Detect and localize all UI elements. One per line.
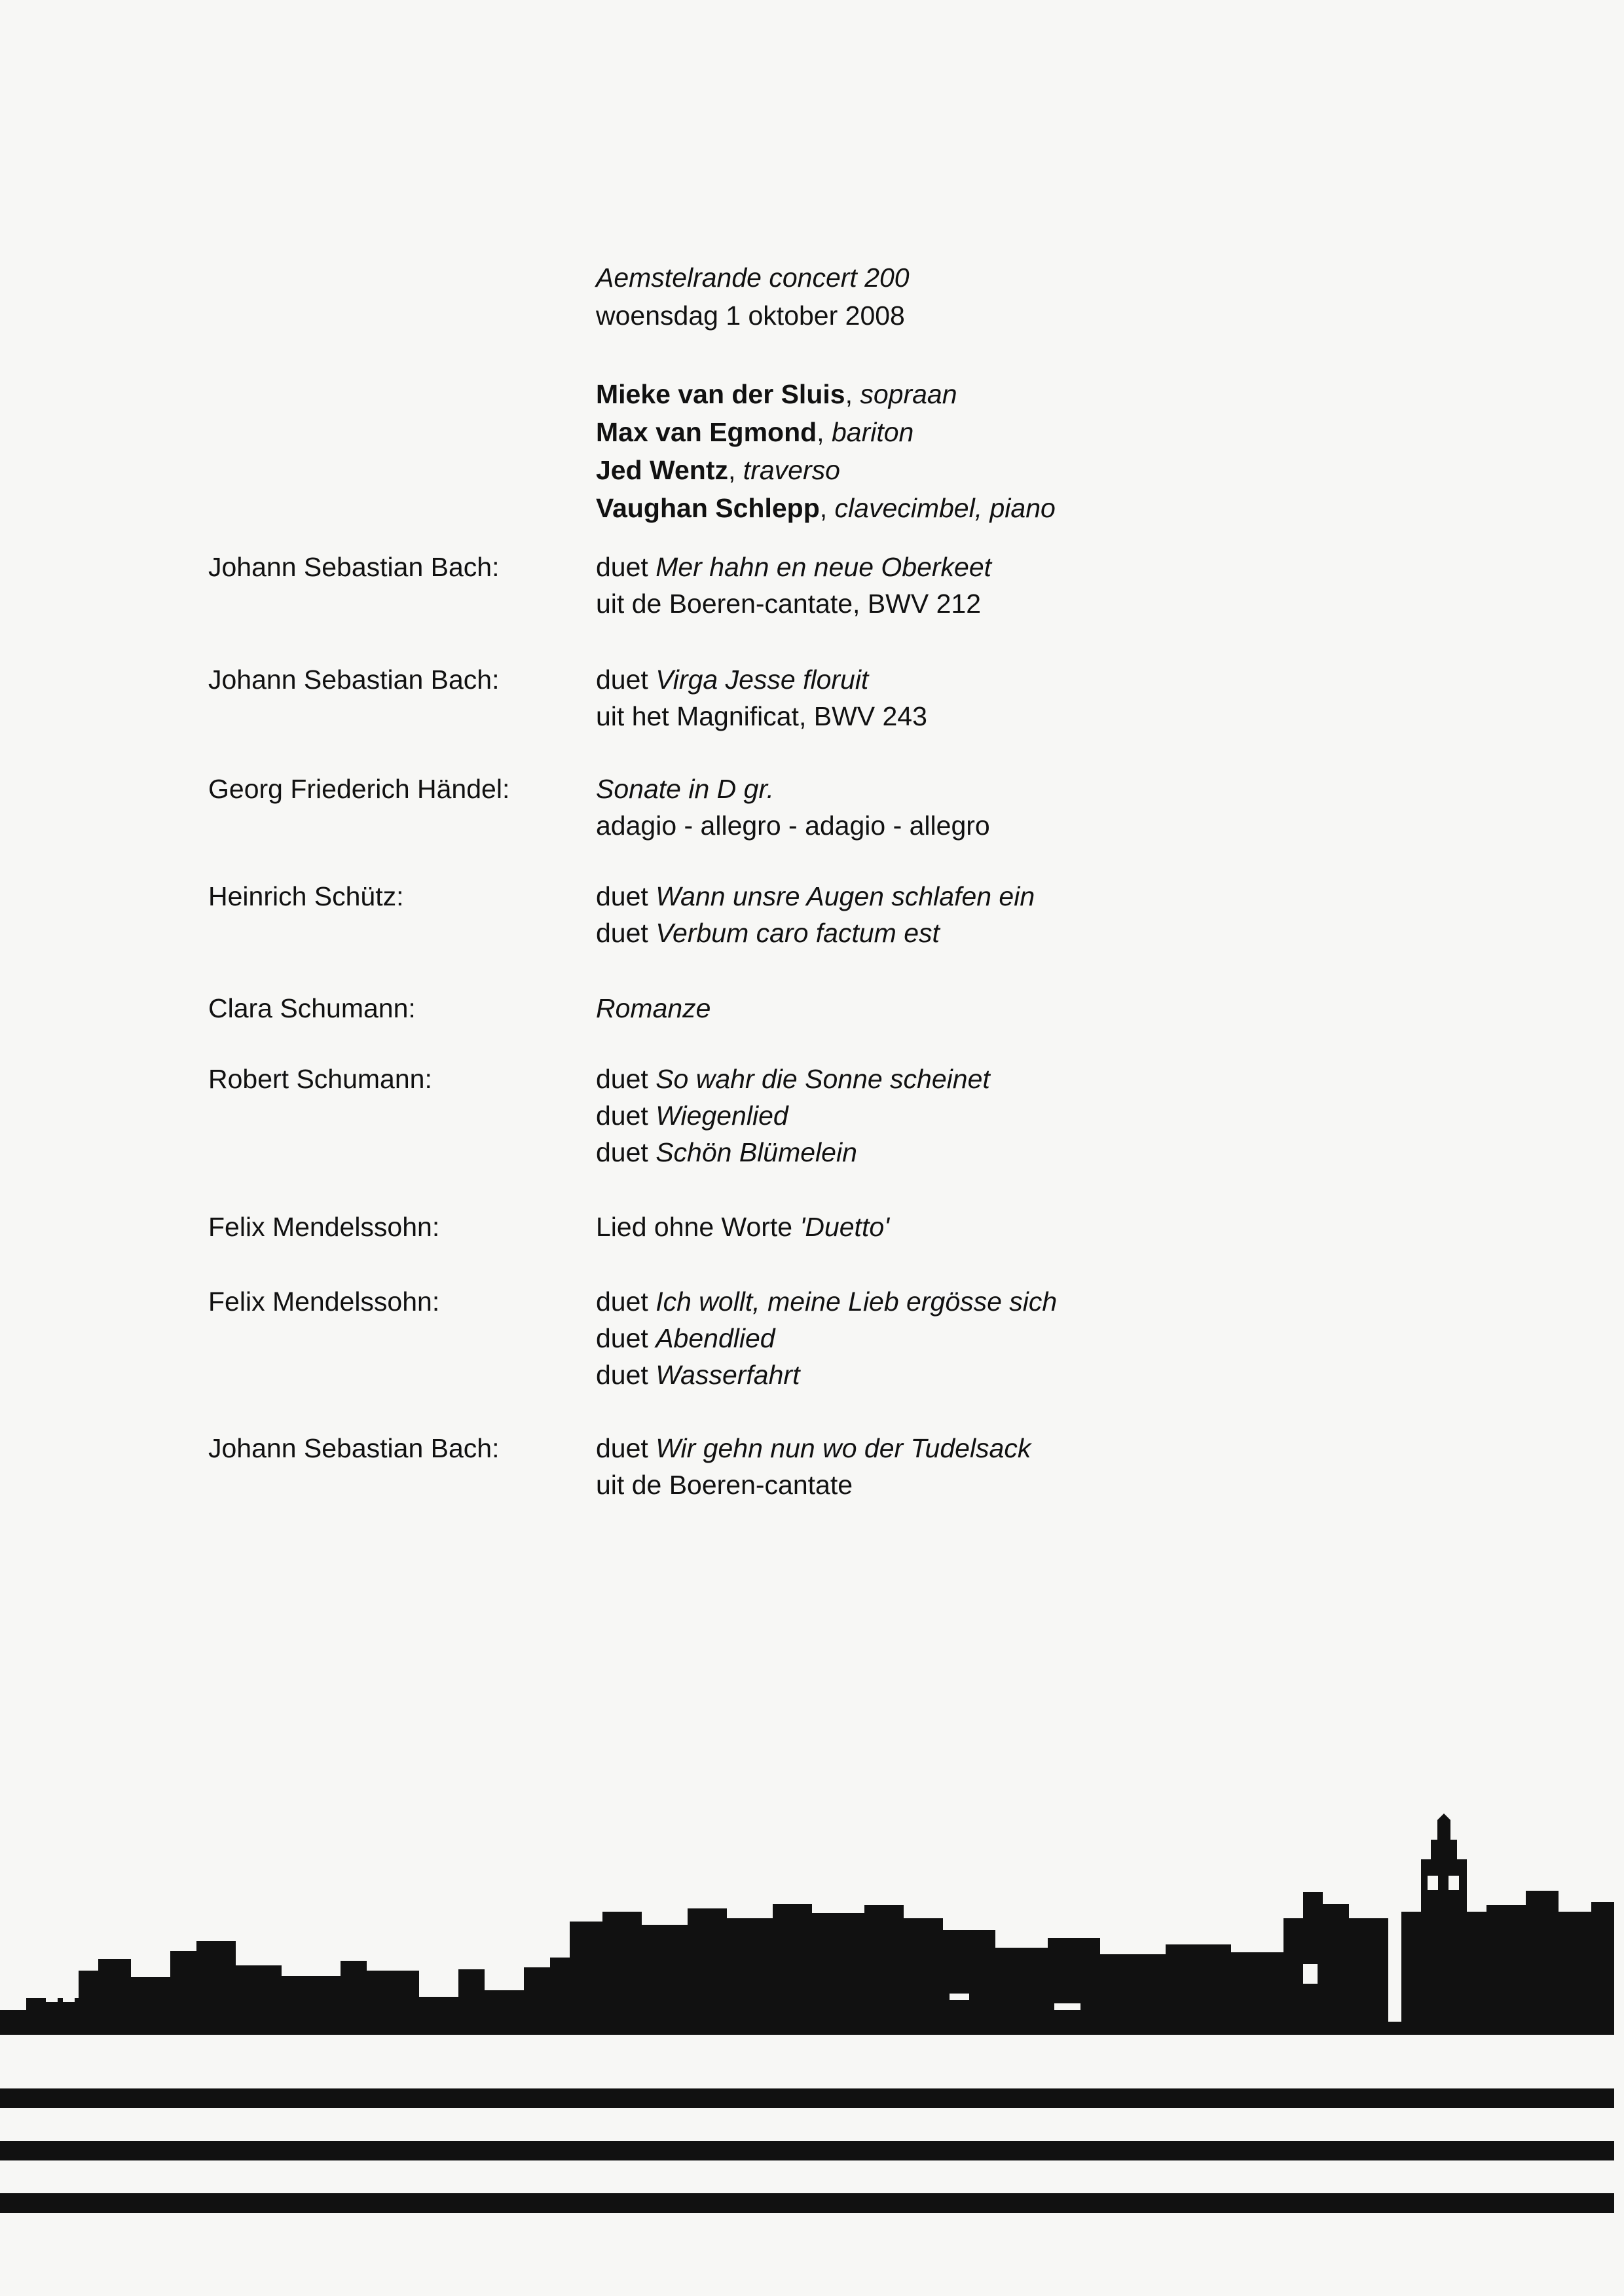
- work-list: [596, 1209, 889, 1245]
- performer-role: sopraan: [860, 379, 957, 409]
- composer-name: Johann Sebastian Bach:: [208, 665, 500, 695]
- work-list: [596, 549, 991, 622]
- work-list: [596, 771, 990, 844]
- performer-name: Mieke van der Sluis: [596, 379, 845, 409]
- work-title: Wiegenlied: [655, 1101, 788, 1131]
- work-title: Wir gehn nun wo der Tudelsack: [655, 1433, 1031, 1463]
- composer-name: Georg Friederich Händel:: [208, 774, 510, 804]
- work-prefix: Lied ohne Worte: [596, 1212, 800, 1242]
- performer-line: [596, 413, 1056, 451]
- performer-line: [596, 375, 1056, 413]
- composer-name: Heinrich Schütz:: [208, 881, 404, 911]
- performer-name: Vaughan Schlepp: [596, 493, 820, 523]
- concert-header: [596, 259, 1056, 527]
- work-list: [596, 1061, 990, 1171]
- composer-name: Clara Schumann:: [208, 993, 416, 1023]
- work-title: Wann unsre Augen schlafen ein: [655, 881, 1035, 911]
- work-prefix: uit de Boeren-cantate, BWV 212: [596, 589, 982, 619]
- work-prefix: duet: [596, 881, 656, 911]
- composer-name: Felix Mendelssohn:: [208, 1286, 440, 1317]
- work-prefix: duet: [596, 552, 656, 582]
- work-line: [596, 990, 710, 1027]
- performer-role: traverso: [743, 455, 840, 485]
- performer-role: clavecimbel, piano: [834, 493, 1056, 523]
- work-prefix: duet: [596, 918, 656, 948]
- work-list: [596, 990, 710, 1027]
- performer-name: Jed Wentz: [596, 455, 728, 485]
- work-prefix: duet: [596, 1101, 656, 1131]
- work-title: Virga Jesse floruit: [655, 665, 869, 695]
- work-prefix: uit het Magnificat, BWV 243: [596, 701, 927, 731]
- work-title: Abendlied: [655, 1323, 775, 1353]
- performer-line: [596, 489, 1056, 527]
- work-list: [596, 661, 927, 735]
- work-line: [596, 1061, 990, 1097]
- work-title: So wahr die Sonne scheinet: [655, 1064, 990, 1094]
- work-prefix: duet: [596, 665, 656, 695]
- work-prefix: uit de Boeren-cantate: [596, 1470, 853, 1500]
- work-prefix: duet: [596, 1360, 656, 1390]
- work-line: [596, 878, 1035, 915]
- composer-name: Robert Schumann:: [208, 1064, 432, 1094]
- work-line: [596, 1283, 1057, 1320]
- work-line: [596, 1134, 990, 1171]
- composer-name: Felix Mendelssohn:: [208, 1212, 440, 1242]
- work-line: [596, 549, 991, 585]
- performer-separator: ,: [819, 493, 835, 523]
- concert-title: Aemstelrande concert 200: [596, 263, 910, 293]
- performer-separator: ,: [845, 379, 860, 409]
- work-line: [596, 807, 990, 844]
- work-line: [596, 1357, 1057, 1393]
- performer-role: bariton: [831, 417, 914, 447]
- work-title: Sonate in D gr.: [596, 774, 774, 804]
- work-title: Verbum caro factum est: [655, 918, 940, 948]
- work-prefix: duet: [596, 1064, 656, 1094]
- performer-list: [596, 375, 1056, 527]
- work-line: [596, 585, 991, 622]
- work-line: [596, 915, 1035, 951]
- work-line: [596, 771, 990, 807]
- work-prefix: duet: [596, 1323, 656, 1353]
- work-prefix: duet: [596, 1286, 656, 1317]
- work-title: Ich wollt, meine Lieb ergösse sich: [655, 1286, 1058, 1317]
- performer-name: Max van Egmond: [596, 417, 817, 447]
- work-line: [596, 1467, 1031, 1503]
- work-line: [596, 661, 927, 698]
- work-title: Mer hahn en neue Oberkeet: [655, 552, 992, 582]
- performer-separator: ,: [728, 455, 743, 485]
- skyline-illustration: [0, 1813, 1624, 2285]
- work-line: [596, 1209, 889, 1245]
- work-prefix: duet: [596, 1137, 656, 1167]
- work-line: [596, 698, 927, 735]
- composer-name: Johann Sebastian Bach:: [208, 552, 500, 582]
- work-title: 'Duetto': [800, 1212, 889, 1242]
- work-title: Romanze: [596, 993, 711, 1023]
- work-line: [596, 1430, 1031, 1467]
- performer-separator: ,: [817, 417, 832, 447]
- work-prefix: adagio - allegro - adagio - allegro: [596, 811, 990, 841]
- concert-date: woensdag 1 oktober 2008: [596, 301, 905, 331]
- work-title: Schön Blümelein: [655, 1137, 857, 1167]
- composer-name: Johann Sebastian Bach:: [208, 1433, 500, 1463]
- performer-line: [596, 451, 1056, 489]
- work-list: [596, 878, 1035, 951]
- work-list: [596, 1430, 1031, 1503]
- work-line: [596, 1097, 990, 1134]
- work-title: Wasserfahrt: [655, 1360, 800, 1390]
- work-line: [596, 1320, 1057, 1357]
- work-prefix: duet: [596, 1433, 656, 1463]
- work-list: [596, 1283, 1057, 1393]
